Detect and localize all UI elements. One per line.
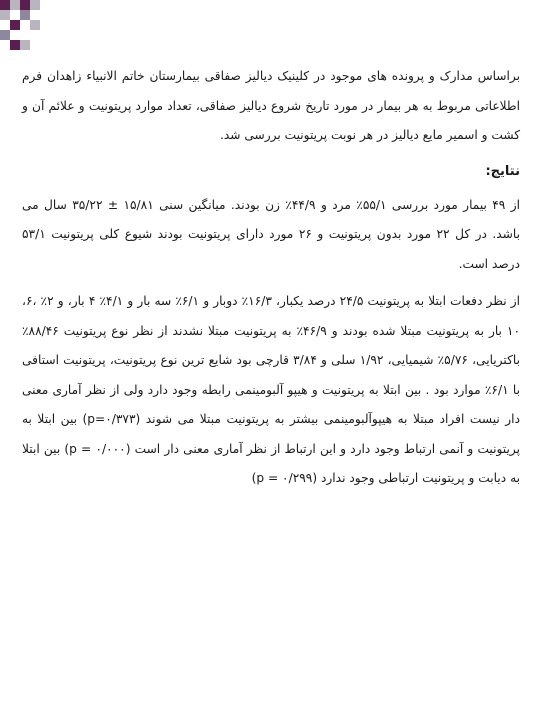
results-heading: نتایج: — [485, 163, 520, 179]
decor-square-light — [30, 0, 40, 10]
decor-square-mid — [20, 10, 30, 20]
findings-text-part-1: از نظر دفعات ابتلا به پریتونیت ۲۴/۵ درصد یکبار، ۱۶/۳٪ دوبار و ۶/۱٪ سه بار و ۴/۱٪ ۴ بار، و ۲٪ ،۶، ۱۰ بار به پریتونیت مبتلا شده بودند و ۴۶/۹٪ به پریتونیت مبتلا نشدند از نظر نوع پریتونیت ۸۸/۴۶٪ باکتریایی، ۵/۷۶٪ شیمیایی، ۱/۹۲ سلی و ۳/۸۴ قارچی بود شایع ترین نوع پریتونیت، پریتونیت استافی با ۶/۱٪ موارد بود . بین ابتلا به پریتونیت و هیپو آلبومینمی رابطه وجود دارد ولی از نظر آماری معنی دار نیست افراد مبتلا به هیپوآلبومینمی بیشتر به پریتونیت مبتلا می شوند — [22, 294, 521, 426]
decor-square-mid — [0, 30, 10, 40]
findings-text-part-2: بین ابتلا به پریتونیت و آنمی ارتباط وجود دارد و این ارتباط از نظر آماری معنی دار است — [22, 412, 520, 456]
decor-square-dark — [10, 40, 20, 50]
results-paragraph-demographics: از ۴۹ بیمار مورد بررسی ۵۵/۱٪ مرد و ۴۴/۹٪ زن بودند. میانگین سنی ۱۵/۸۱ ± ۳۵/۲۲ سال می باشد. در کل ۲۲ مورد بدون پریتونیت و ۲۶ مورد دارای پریتونیت بودند شیوع کلی پریتونیت ۵۳/۱ درصد است. — [22, 197, 521, 271]
p-value-diabetes: (p = ۰/۲۹۹) — [251, 471, 318, 485]
p-value-hypoalbuminemia: (p=۰/۳۷۳) — [82, 412, 141, 426]
results-paragraph-findings — [22, 287, 520, 494]
decor-square-light — [30, 20, 40, 30]
decor-square-dark — [10, 20, 20, 30]
methods-paragraph: براساس مدارک و پرونده های موجود در کلینیک دیالیز صفاقی بیمارستان خاتم الانبیاء زاهدان فرم اطلاعاتی مربوط به هر بیمار در مورد تاریخ شروع دیالیز صفاقی، تعداد موارد پریتونیت و علائم آن و کشت و اسمیر مایع دیالیز در هر نوبت پریتونیت بررسی شد. — [22, 69, 520, 142]
p-value-anemia: (p = ۰/۰۰۰) — [64, 441, 131, 456]
decor-square-light — [20, 40, 30, 50]
document-body — [22, 62, 520, 494]
decor-square-light — [0, 10, 10, 20]
decor-square-light — [10, 0, 20, 10]
decor-square-dark — [0, 0, 10, 10]
decor-square-dark — [20, 0, 30, 10]
corner-decoration — [0, 0, 60, 60]
findings-text-part-3: بین ابتلا به دیابت و پریتونیت ارتباطی وجود ندارد — [22, 441, 520, 485]
